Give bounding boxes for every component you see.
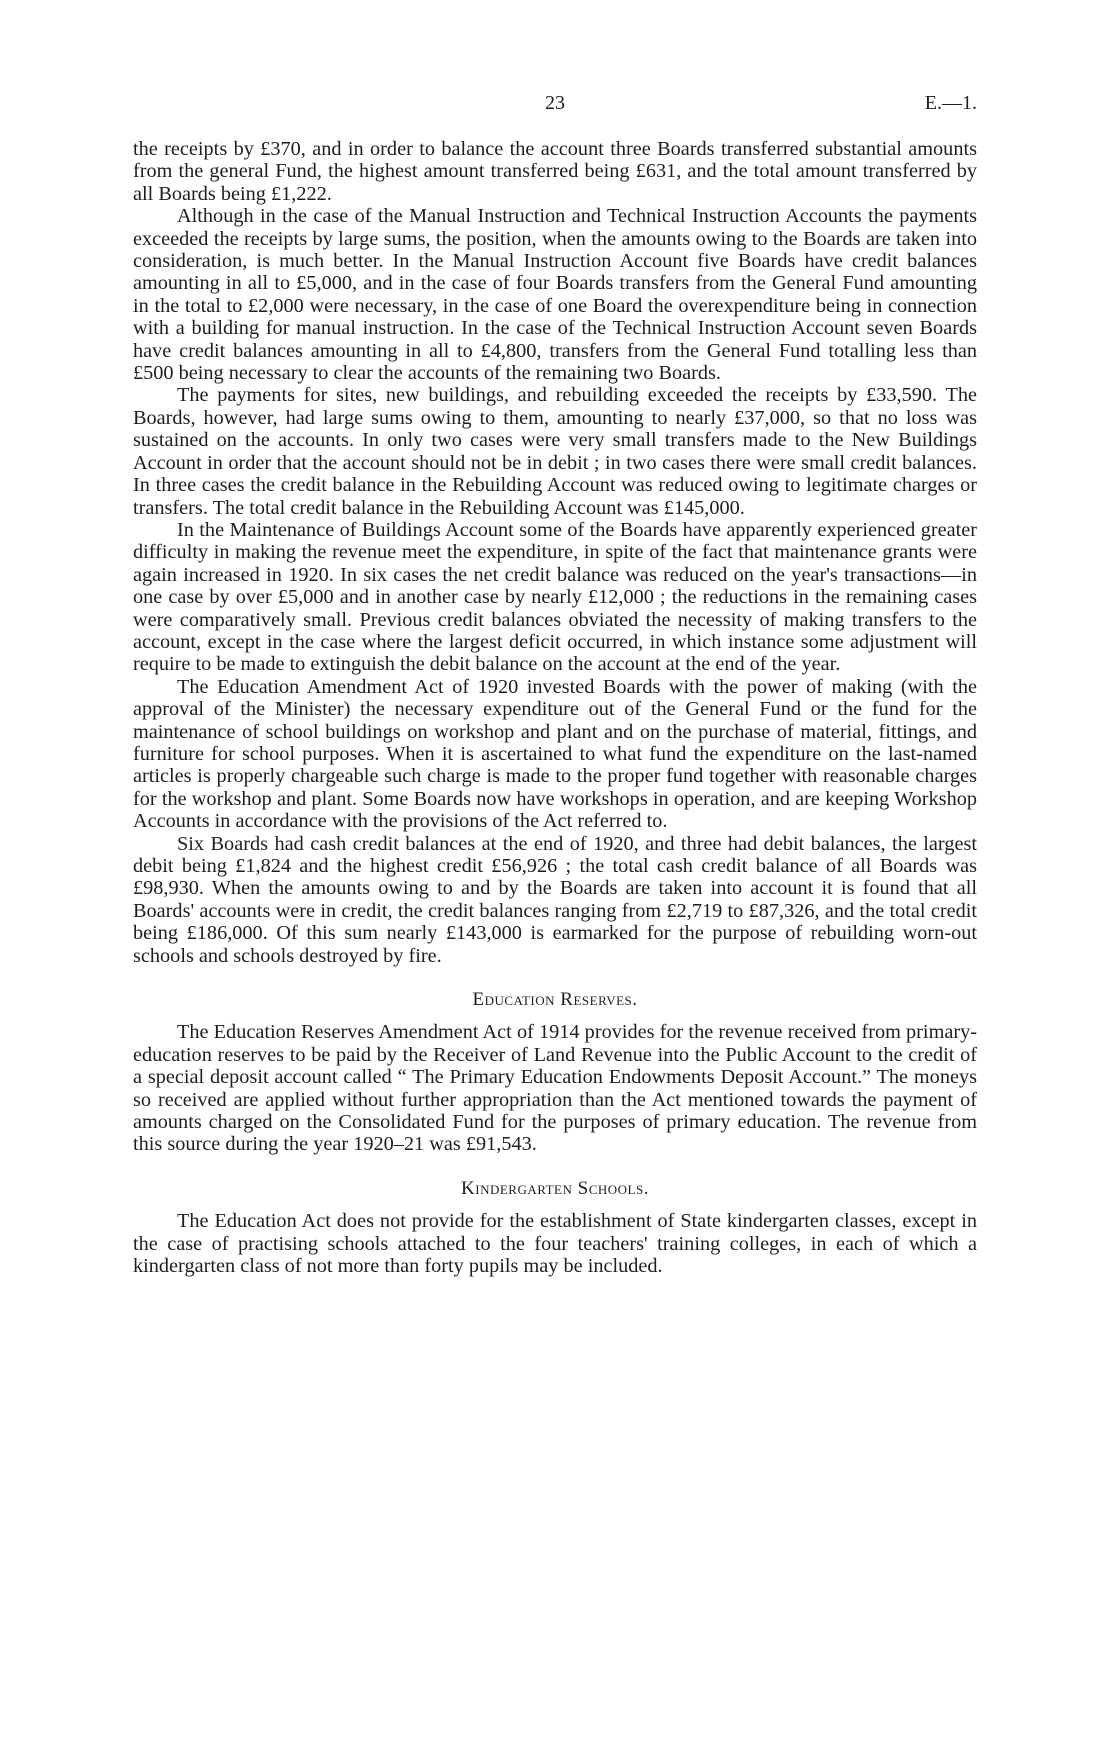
- paragraph-maintenance: In the Maintenance of Buildings Account some of the Boards have apparently experienced greater difficulty in making the revenue meet the expenditure, in spite of the fact that maintenance grants were again increased in 1920. In six cases the net credit balance was reduced on the year's transactions—in one case by over £5,000 and in another case by nearly £12,000 ; the reductions in the remaining cases were comparatively small. Previous credit balances obviated the necessity of making transfers to the account, except in the case where the largest deficit occurred, in which instance some adjustment will require to be made to extinguish the debit balance on the account at the end of the year.: [133, 518, 977, 676]
- paragraph-sites-buildings: The payments for sites, new buildings, and rebuilding exceeded the receipts by £33,590. The Boards, however, had large sums owing to them, amounting to nearly £37,000, so that no loss was sustained on the accounts. In only two cases were very small transfers made to the New Buildings Account in order that the account should not be in debit ; in two cases there were small credit balances. In three cases the credit balance in the Rebuilding Account was reduced owing to legitimate charges or transfers. The total credit balance in the Rebuilding Account was £145,000.: [133, 384, 977, 519]
- section-heading-kindergarten: Kindergarten Schools.: [461, 1177, 649, 1199]
- page-header: [133, 92, 977, 122]
- paragraph-continued: the receipts by £370, and in order to balance the account three Boards transferred substantial amounts from the general Fund, the highest amount transferred being £631, and the total amount transferred by all Boards being £1,222.: [133, 138, 977, 205]
- page-number: 23: [545, 92, 565, 114]
- paragraph-amendment-act: The Education Amendment Act of 1920 invested Boards with the power of making (with the approval of the Minister) the necessary expenditure out of the General Fund or the fund for the maintenance of school buildings on workshop and plant and on the purchase of material, fittings, and furniture for school purposes. When it is ascertained to what fund the expenditure on the last-named articles is properly chargeable such charge is made to the proper fund together with reasonable charges for the workshop and plant. Some Boards now have workshops in operation, and are keeping Workshop Accounts in accordance with the provisions of the Act referred to.: [133, 675, 977, 833]
- section-heading-education-reserves: Education Reserves.: [472, 989, 638, 1011]
- body-text: [133, 138, 977, 1278]
- paragraph-manual-technical: Although in the case of the Manual Instruction and Technical Instruction Accounts the payments exceeded the receipts by large sums, the position, when the amounts owing to the Boards are taken into consideration, is much better. In the Manual Instruction Account five Boards have credit balances amounting in all to £5,000, and in the case of four Boards transfers from the General Fund amounting in the total to £2,000 were necessary, in the case of one Board the overexpenditure being in connection with a building for manual instruction. In the case of the Technical Instruction Account seven Boards have credit balances amounting in all to £4,800, transfers from the General Fund totalling less than £500 being necessary to clear the accounts of the remaining two Boards.: [133, 205, 977, 385]
- paragraph-cash-balances: Six Boards had cash credit balances at the end of 1920, and three had debit balances, the largest debit being £1,824 and the highest credit £56,926 ; the total cash credit balance of all Boards was £98,930. When the amounts owing to and by the Boards are taken into account it is found that all Boards' accounts were in credit, the credit balances ranging from £2,719 to £87,326, and the total credit being £186,000. Of this sum nearly £143,000 is earmarked for the purpose of rebuilding worn-out schools and schools destroyed by fire.: [133, 832, 977, 967]
- document-reference: E.—1.: [924, 92, 977, 114]
- paragraph-kindergarten: The Education Act does not provide for the establishment of State kindergarten classes, except in the case of practising schools attached to the four teachers' training colleges, in each of which a kindergarten class of not more than forty pupils may be included.: [133, 1210, 977, 1278]
- paragraph-education-reserves: The Education Reserves Amendment Act of 1914 provides for the revenue received from primary-education reserves to be paid by the Receiver of Land Revenue into the Public Account to the credit of a special deposit account called “ The Primary Education Endowments Deposit Account.” The moneys so received are applied without further appropriation than the Act mentioned towards the payment of amounts charged on the Consolidated Fund for the purposes of primary education. The revenue from this source during the year 1920–21 was £91,543.: [133, 1021, 977, 1156]
